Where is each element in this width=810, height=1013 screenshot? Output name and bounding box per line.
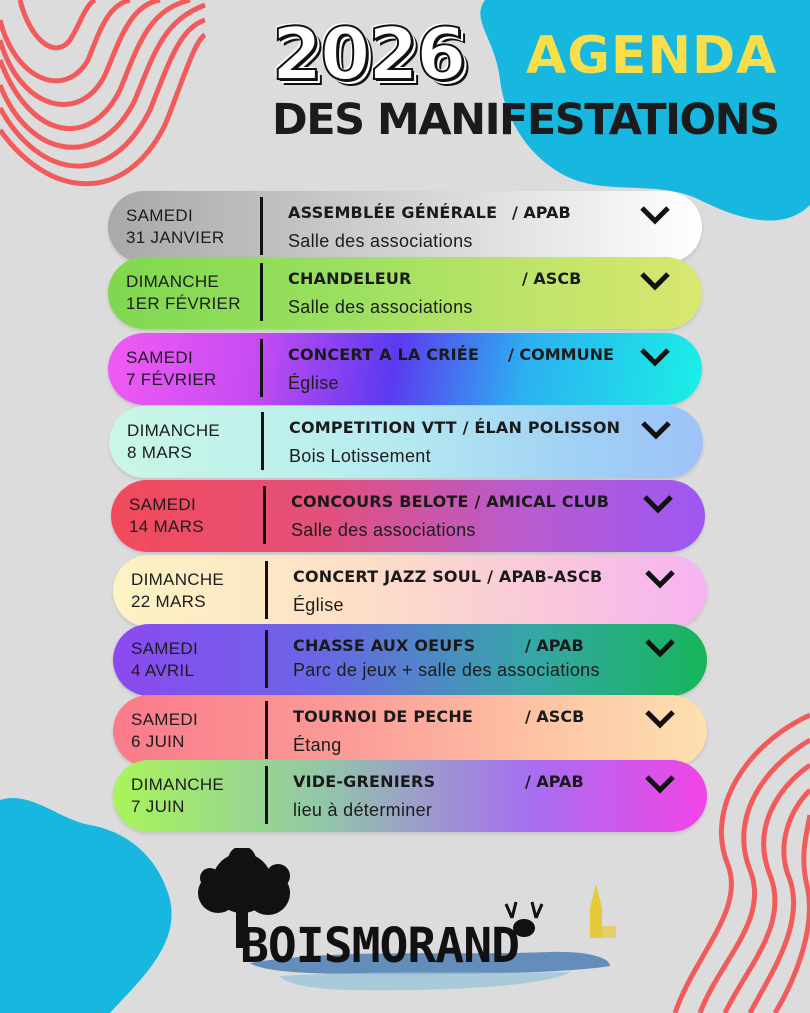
chevron-down-icon[interactable] bbox=[643, 707, 677, 731]
event-title: CONCERT JAZZ SOUL / APAB-ASCB bbox=[293, 567, 603, 586]
event-title: TOURNOI DE PECHE bbox=[293, 707, 474, 726]
divider bbox=[261, 412, 264, 470]
event-organizer: / COMMUNE bbox=[508, 345, 614, 364]
divider bbox=[260, 263, 263, 321]
event-row[interactable] bbox=[111, 480, 705, 552]
divider bbox=[265, 561, 268, 619]
event-title: ASSEMBLÉE GÉNÉRALE bbox=[288, 203, 498, 222]
chevron-down-icon[interactable] bbox=[643, 567, 677, 591]
event-date: DIMANCHE 22 MARS bbox=[131, 570, 225, 611]
church-icon bbox=[590, 884, 616, 938]
event-row[interactable] bbox=[109, 406, 703, 478]
divider bbox=[265, 766, 268, 824]
event-location: Salle des associations bbox=[291, 520, 476, 540]
event-date: SAMEDI 4 AVRIL bbox=[131, 639, 198, 680]
event-location: Église bbox=[293, 595, 344, 615]
divider bbox=[263, 486, 266, 544]
title-year: 2026 bbox=[272, 12, 465, 96]
chevron-down-icon[interactable] bbox=[639, 418, 673, 442]
event-location: Salle des associations bbox=[288, 231, 473, 251]
chevron-down-icon[interactable] bbox=[643, 772, 677, 796]
chevron-down-icon[interactable] bbox=[643, 636, 677, 660]
divider bbox=[260, 197, 263, 255]
title-agenda: AGENDA bbox=[526, 26, 778, 86]
event-title: CONCOURS BELOTE / AMICAL CLUB bbox=[291, 492, 610, 511]
event-date: DIMANCHE 7 JUIN bbox=[131, 775, 225, 816]
chevron-down-icon[interactable] bbox=[641, 492, 675, 516]
event-organizer: / ASCB bbox=[522, 269, 582, 288]
divider bbox=[260, 339, 263, 397]
event-row[interactable] bbox=[113, 760, 707, 832]
logo-text: BOISMORAND bbox=[240, 918, 519, 974]
event-organizer: / APAB bbox=[525, 636, 584, 655]
event-location: lieu à déterminer bbox=[293, 800, 433, 820]
event-row[interactable] bbox=[113, 555, 707, 627]
event-location: Bois Lotissement bbox=[289, 446, 431, 466]
event-row[interactable] bbox=[113, 624, 707, 696]
event-organizer: / ASCB bbox=[525, 707, 585, 726]
event-title: CHANDELEUR bbox=[288, 269, 412, 288]
event-title: CONCERT A LA CRIÉE bbox=[288, 345, 480, 364]
event-location: Étang bbox=[293, 735, 342, 755]
event-date: SAMEDI 7 FÉVRIER bbox=[126, 348, 217, 389]
event-title: COMPETITION VTT / ÉLAN POLISSON bbox=[289, 418, 621, 437]
event-title: VIDE-GRENIERS bbox=[293, 772, 436, 791]
chevron-down-icon[interactable] bbox=[638, 203, 672, 227]
event-row[interactable] bbox=[108, 257, 702, 329]
event-row[interactable] bbox=[113, 695, 707, 767]
event-row[interactable] bbox=[108, 333, 702, 405]
event-date: SAMEDI 6 JUIN bbox=[131, 710, 198, 751]
divider bbox=[265, 701, 268, 759]
chevron-down-icon[interactable] bbox=[638, 269, 672, 293]
event-location: Parc de jeux + salle des associations bbox=[293, 660, 600, 680]
event-location: Salle des associations bbox=[288, 297, 473, 317]
event-row[interactable] bbox=[108, 191, 702, 263]
event-location: Église bbox=[288, 373, 339, 393]
event-title: CHASSE AUX OEUFS bbox=[293, 636, 476, 655]
divider bbox=[265, 630, 268, 688]
title-subtitle: DES MANIFESTATIONS bbox=[272, 95, 779, 145]
chevron-down-icon[interactable] bbox=[638, 345, 672, 369]
event-date: DIMANCHE 8 MARS bbox=[127, 421, 221, 462]
event-organizer: / APAB bbox=[525, 772, 584, 791]
event-date: SAMEDI 31 JANVIER bbox=[126, 206, 225, 247]
event-organizer: / APAB bbox=[512, 203, 571, 222]
event-date: SAMEDI 14 MARS bbox=[129, 495, 204, 536]
event-date: DIMANCHE 1ER FÉVRIER bbox=[126, 272, 241, 313]
